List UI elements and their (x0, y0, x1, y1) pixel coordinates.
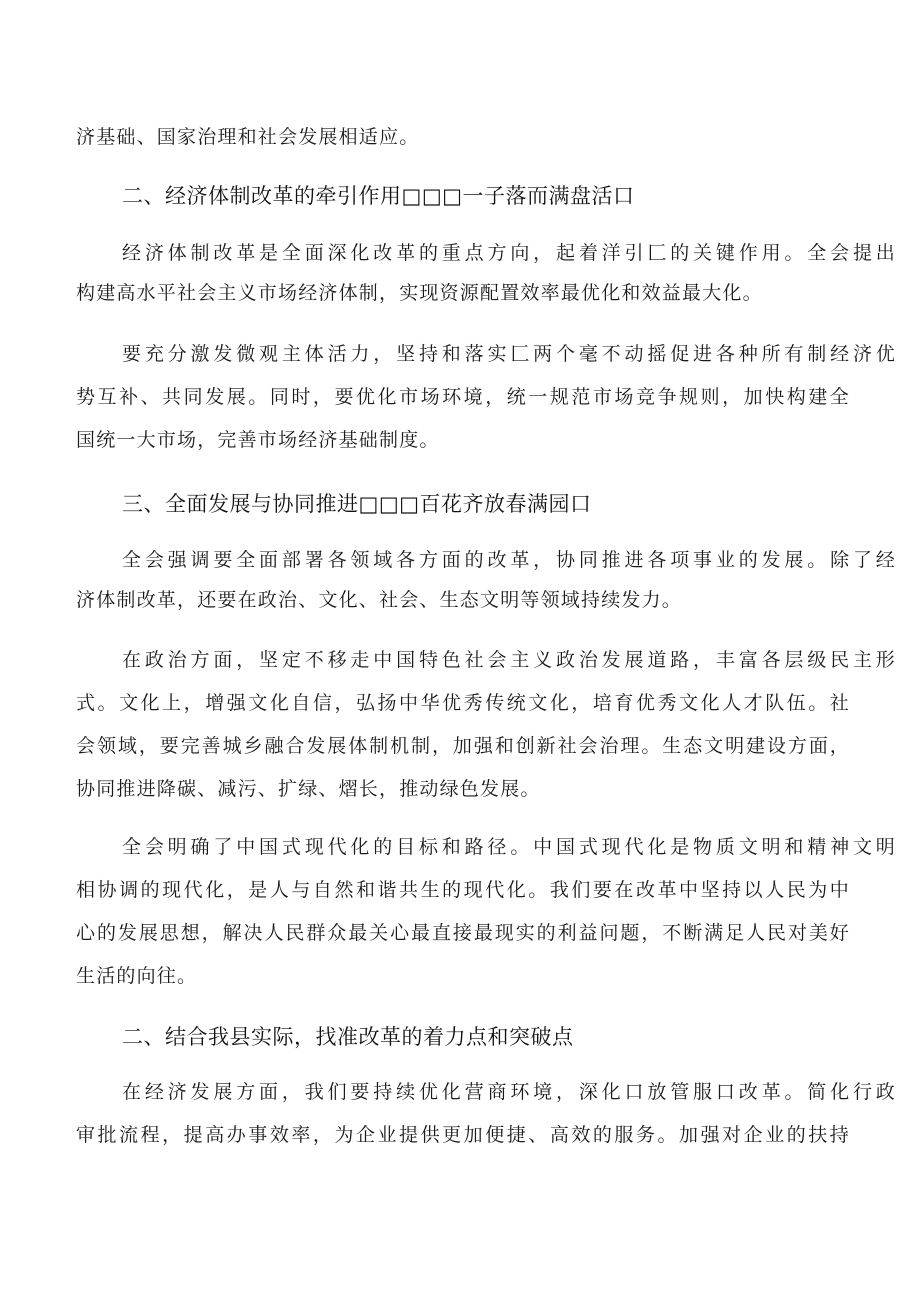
paragraph-line: 经济体制改革是全面深化改革的重点方向，起着洋引匚的关键作用。全会提出 (122, 242, 896, 264)
paragraph-line: 生活的向往。 (76, 965, 198, 987)
paragraph-line: 相协调的现代化，是人与自然和谐共生的现代化。我们要在改革中坚持以人民为中 (76, 879, 850, 901)
paragraph-line: 国统一大市场，完善市场经济基础制度。 (76, 429, 440, 451)
paragraph-line: 势互补、共同发展。同时，要优化市场环境，统一规范市场竞争规则，加快构建全 (76, 386, 850, 408)
paragraph-line: 济体制改革，还要在政治、文化、社会、生态文明等领域持续发力。 (76, 589, 683, 611)
section-heading: 三、全面发展与协同推进□□□百花齐放春满园口 (122, 492, 592, 516)
paragraph-line: 在经济发展方面，我们要持续优化营商环境，深化口放管服口改革。简化行政 (122, 1081, 896, 1103)
section-heading: 二、结合我县实际，找准改革的着力点和突破点 (122, 1025, 574, 1049)
paragraph-line: 协同推进降碳、减污、扩绿、熠长，推动绿色发展。 (76, 778, 541, 800)
paragraph-line: 全会明确了中国式现代化的目标和路径。中国式现代化是物质文明和精神文明 (122, 836, 896, 858)
paragraph-line: 心的发展思想，解决人民群众最关心最直接最现实的利益问题，不断满足人民对美好 (76, 922, 850, 944)
paragraph-line: 济基础、国家治理和社会发展相适应。 (76, 126, 420, 148)
paragraph-line: 审批流程，提高办事效率，为企业提供更加便捷、高效的服务。加强对企业的扶持 (76, 1124, 850, 1146)
paragraph-line: 式。文化上，增强文化自信，弘扬中华优秀传统文化，培育优秀文化人才队伍。社 (76, 692, 850, 714)
paragraph-line: 在政治方面，坚定不移走中国特色社会主义政治发展道路，丰富各层级民主形 (122, 649, 896, 671)
paragraph-line: 要充分激发微观主体活力，坚持和落实匚两个毫不动摇促进各种所有制经济优 (122, 343, 896, 365)
paragraph-line: 全会强调要全面部署各领域各方面的改革，协同推进各项事业的发展。除了经 (122, 549, 896, 571)
section-heading: 二、经济体制改革的牵引作用□□□一子落而满盘活口 (122, 184, 635, 208)
paragraph-line: 会领域，要完善城乡融合发展体制机制，加强和创新社会治理。生态文明建设方面， (76, 735, 850, 757)
paragraph-line: 构建高水平社会主义市场经济体制，实现资源配置效率最优化和效益最大化。 (76, 282, 763, 304)
